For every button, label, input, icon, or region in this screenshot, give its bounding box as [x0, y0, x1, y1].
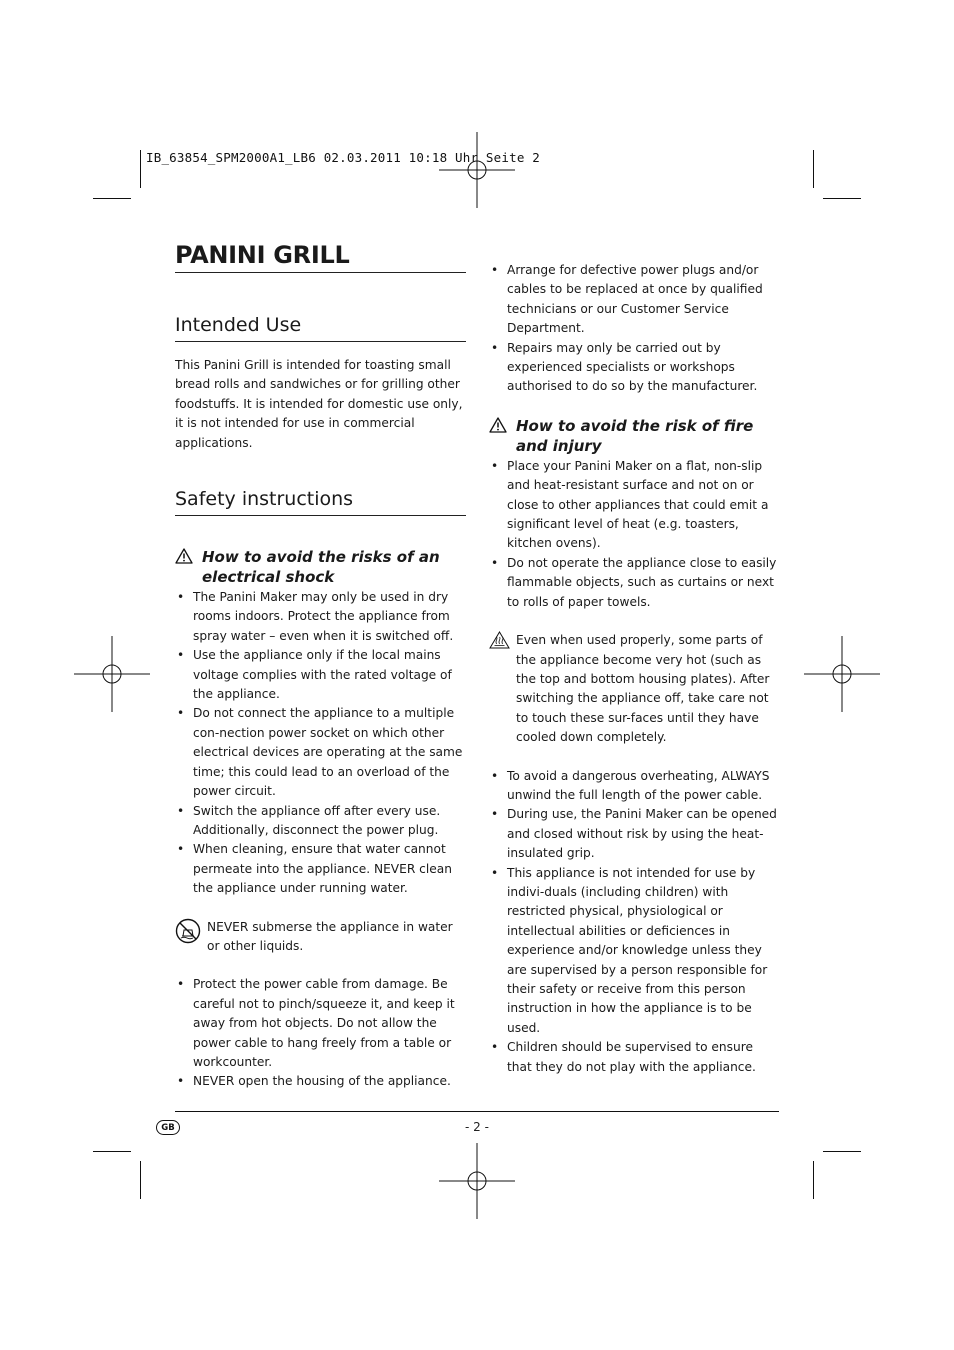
hot-surface-warning-icon: [489, 631, 510, 649]
page-number: - 2 -: [465, 1120, 489, 1134]
crop-mark: [823, 1151, 861, 1152]
list-item: • Arrange for defective power plugs and/or cables to be replaced at once by qualified technicians or our Customer Service Department.: [489, 261, 781, 339]
footer-rule: [175, 1111, 779, 1112]
crop-mark: [140, 1161, 141, 1199]
warning-triangle-icon: [175, 548, 193, 564]
electrical-shock-heading-text: How to avoid the risks of an electrical shock: [202, 548, 440, 587]
list-item: • Switch the appliance off after every use. Additionally, disconnect the power plug.: [175, 802, 466, 841]
usage-bullet-list: [489, 767, 781, 1078]
no-immersion-note-text: NEVER submerse the appliance in water or other liquids.: [207, 919, 453, 953]
list-item: • Repairs may only be carried out by experienced specialists or workshops authorised to do so by the manufacturer.: [489, 339, 781, 397]
intended-use-text: This Panini Grill is intended for toasting small bread rolls and sandwiches or for grilling other foodstuffs. It is intended for domestic use only, it is not intended for use in commercial applications.: [175, 358, 463, 450]
crop-mark: [93, 198, 131, 199]
crop-mark: [823, 198, 861, 199]
list-item: • Protect the power cable from damage. Be careful not to pinch/squeeze it, and keep it away from hot objects. Do not allow the power cable to hang freely from a table or workcounter.: [175, 975, 466, 1072]
list-item: • Children should be supervised to ensure that they do not play with the appliance.: [489, 1038, 781, 1077]
list-item: • NEVER open the housing of the appliance.: [175, 1072, 466, 1091]
continued-bullet-list: [489, 261, 781, 397]
list-item: • Do not operate the appliance close to easily flammable objects, such as curtains or next to rolls of paper towels.: [489, 554, 781, 612]
safety-instructions-heading: Safety instructions: [175, 487, 466, 516]
no-water-immersion-icon: [175, 918, 201, 944]
fire-injury-heading: [489, 416, 781, 456]
intended-use-heading: Intended Use: [175, 313, 466, 342]
list-item: • During use, the Panini Maker can be opened and closed without risk by using the heat-insulated grip.: [489, 805, 781, 863]
left-column: [175, 240, 466, 1092]
crop-mark: [813, 150, 814, 188]
print-slug-line: IB_63854_SPM2000A1_LB6 02.03.2011 10:18 Uhr Seite 2: [146, 150, 541, 165]
registration-mark-left: [74, 636, 150, 712]
list-item: • The Panini Maker may only be used in dry rooms indoors. Protect the appliance from spray water – even when it is switched off.: [175, 588, 466, 646]
registration-mark-right: [804, 636, 880, 712]
electrical-bullet-list: [175, 588, 466, 899]
list-item: • Do not connect the appliance to a multiple con-nection power socket on which other electrical devices are operating at the same time; this could lead to an overload of the power circuit.: [175, 704, 466, 801]
list-item: • Place your Panini Maker on a flat, non-slip and heat-resistant surface and not on or close to other appliances that could emit a significant level of heat (e.g. toasters, kitchen ovens).: [489, 457, 781, 554]
crop-mark: [813, 1161, 814, 1199]
fire-bullet-list: [489, 457, 781, 612]
crop-mark: [140, 150, 141, 188]
hot-surface-note-text: Even when used properly, some parts of the appliance become very hot (such as the top and bottom housing plates). After switching the appliance off, take care not to touch these sur-faces until they have cooled down completely.: [516, 633, 770, 745]
document-title: PANINI GRILL: [175, 240, 466, 273]
right-column: [489, 261, 781, 1077]
no-immersion-note: [175, 918, 466, 957]
cable-bullet-list: [175, 975, 466, 1091]
list-item: • This appliance is not intended for use by indivi-duals (including children) with restricted physical, physiological or intellectual abilities or deficiences in experience and/or knowledge unless they are supervised by a person responsible for their safety or receive from this person instruction in how the appliance is to be used.: [489, 864, 781, 1039]
electrical-shock-heading: [175, 547, 466, 587]
country-badge: GB: [156, 1120, 180, 1135]
warning-triangle-icon: [489, 417, 507, 433]
registration-mark-top: [439, 132, 515, 208]
list-item: • To avoid a dangerous overheating, ALWAYS unwind the full length of the power cable.: [489, 767, 781, 806]
fire-injury-heading-text: How to avoid the risk of fire and injury: [516, 416, 754, 455]
list-item: • Use the appliance only if the local mains voltage complies with the rated voltage of the appliance.: [175, 646, 466, 704]
registration-mark-bottom: [439, 1143, 515, 1219]
list-item: • When cleaning, ensure that water cannot permeate into the appliance. NEVER clean the appliance under running water.: [175, 840, 466, 898]
crop-mark: [93, 1151, 131, 1152]
hot-surface-note: [489, 631, 781, 747]
